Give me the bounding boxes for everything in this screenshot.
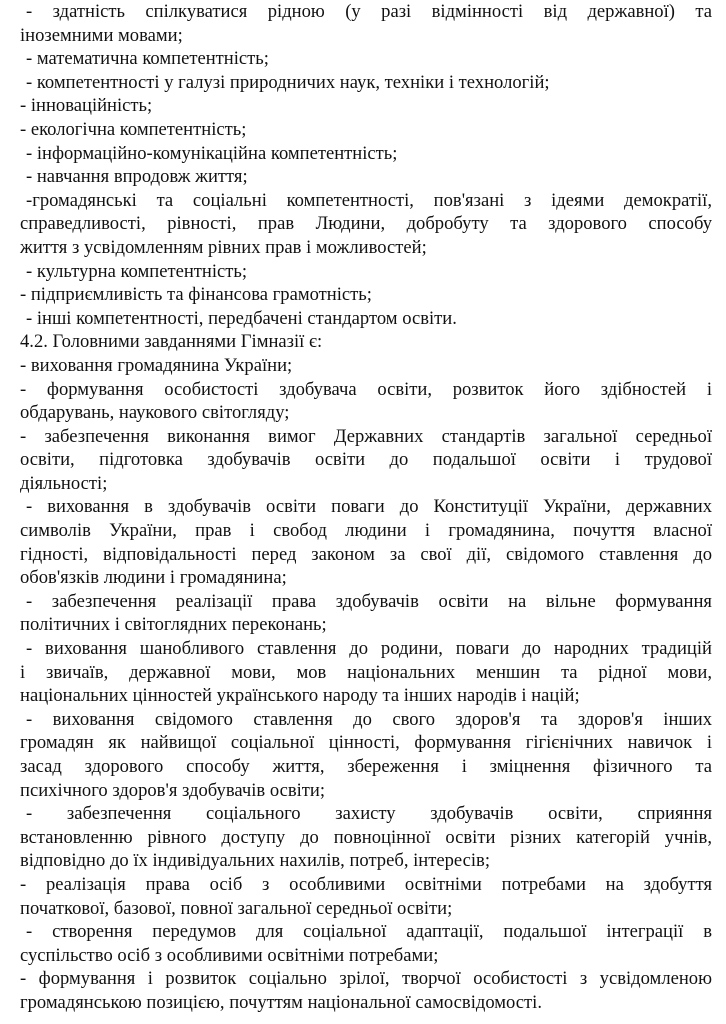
text-line: життя з усвідомленням рівних прав і можливостей; xyxy=(20,236,427,258)
text-line: - математична компетентність; xyxy=(26,48,269,70)
text-line: 4.2. Головними завданнями Гімназії є: xyxy=(20,331,323,353)
text-line: - створення передумов для соціальної адаптації, подальшої інтеграції в xyxy=(26,921,712,943)
text-line: - навчання впродовж життя; xyxy=(26,166,248,188)
text-line: громадянською позицією, почуттям національної самосвідомості. xyxy=(20,991,542,1013)
text-line: справедливості, рівності, прав Людини, добробуту та здорового способу xyxy=(20,213,712,235)
text-line: - виховання шанобливого ставлення до родини, поваги до народних традицій xyxy=(26,638,712,660)
text-line: - формування і розвиток соціально зрілої, творчої особистості з усвідомленою xyxy=(20,968,712,990)
text-line: гідності, відповідальності перед законом за свої дії, свідомого ставлення до xyxy=(20,543,712,565)
text-line: і звичаїв, державної мови, мов національних меншин та рідної мови, xyxy=(20,661,712,683)
text-line: встановленню рівного доступу до повноцінної освіти різних категорій учнів, xyxy=(20,826,712,848)
text-line: - здатність спілкуватися рідною (у разі відмінності від державної) та xyxy=(26,1,712,22)
text-line: початкової, базової, повної загальної середньої освіти; xyxy=(20,897,453,919)
text-line: психічного здоров'я здобувачів освіти; xyxy=(20,779,326,801)
text-line: - інформаційно-комунікаційна компетентність; xyxy=(26,142,398,164)
text-line: засад здорового способу життя, збереження і зміцнення фізичного та xyxy=(20,756,712,777)
text-line: - інноваційність; xyxy=(20,95,153,117)
text-line: - забезпечення виконання вимог Державних стандартів загальної середньої xyxy=(20,425,712,447)
text-line: - забезпечення соціального захисту здобувачів освіти, сприяння xyxy=(26,803,712,825)
text-line: - виховання свідомого ставлення до свого здоров'я та здоров'я інших xyxy=(26,708,712,730)
text-line: відповідно до їх індивідуальних нахилів, потреб, інтересів; xyxy=(20,850,490,872)
text-line: - культурна компетентність; xyxy=(26,260,248,282)
text-line: -громадянські та соціальні компетентності, пов'язані з ідеями демократії, xyxy=(26,189,712,211)
text-line: обов'язків людини і громадянина; xyxy=(20,567,287,589)
text-line: освіти, підготовка здобувачів освіти до подальшої освіти і трудової xyxy=(20,449,712,471)
text-line: - реалізація права осіб з особливими освітніми потребами на здобуття xyxy=(20,873,712,895)
text-line: - підприємливість та фінансова грамотність; xyxy=(20,284,372,306)
text-line: обдарувань, наукового світогляду; xyxy=(20,402,290,424)
text-line: - забезпечення реалізації права здобувачів освіти на вільне формування xyxy=(26,590,712,612)
text-line: національних цінностей українського народу та інших народів і націй; xyxy=(20,685,580,707)
text-line: іноземними мовами; xyxy=(20,24,183,46)
text-line: політичних і світоглядних переконань; xyxy=(20,614,327,636)
text-line: символів України, прав і свобод людини і громадянина, почуття власної xyxy=(20,520,712,542)
text-line: громадян як найвищої соціальної цінності, формування гігієнічних навичок і xyxy=(20,732,712,754)
text-line: - виховання громадянина України; xyxy=(20,354,293,376)
text-line: - інші компетентності, передбачені стандартом освіти. xyxy=(26,307,457,329)
text-line: суспільство осіб з особливими освітніми потребами; xyxy=(20,944,439,966)
document-page xyxy=(20,0,712,1015)
text-line: - екологічна компетентність; xyxy=(20,118,247,140)
text-line: діяльності; xyxy=(20,472,108,494)
text-line: - виховання в здобувачів освіти поваги до Конституції України, державних xyxy=(26,496,712,518)
text-line: - компетентності у галузі природничих наук, техніки і технологій; xyxy=(26,71,550,93)
text-line: - формування особистості здобувача освіти, розвиток його здібностей і xyxy=(20,378,712,400)
